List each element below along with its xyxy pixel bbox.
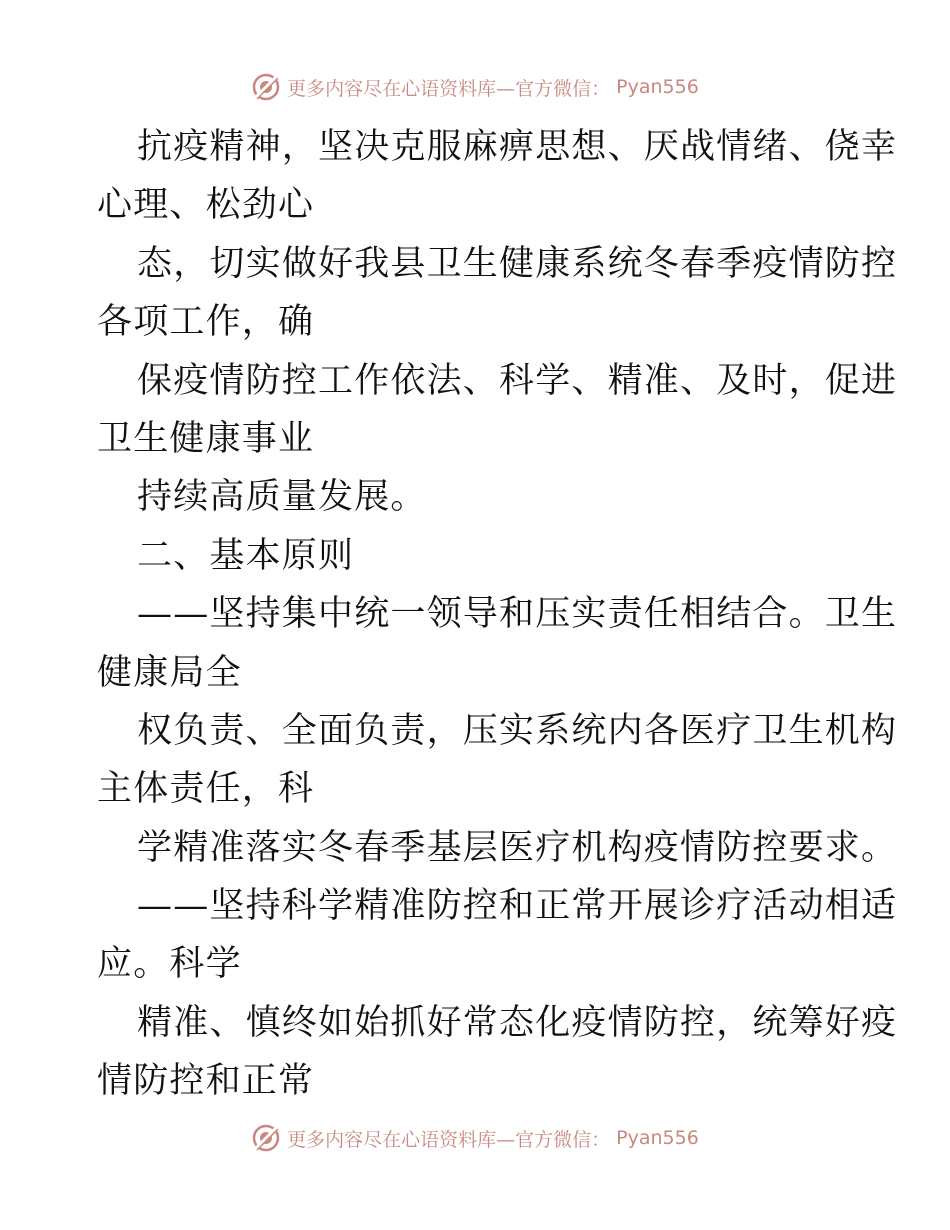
body-line: 主体责任，科: [97, 769, 315, 810]
body-line: 应。科学: [97, 944, 242, 985]
body-line: 各项工作，确: [97, 302, 315, 343]
body-line: 抗疫精神，坚决克服麻痹思想、厌战情绪、侥幸: [137, 127, 898, 167]
body-line: 保疫情防控工作依法、科学、精准、及时，促进: [137, 360, 898, 401]
watermark-code: Pyan556: [616, 1127, 699, 1149]
body-line: 学精准落实冬春季基层医疗机构疫情防控要求。: [137, 827, 898, 868]
watermark-text: 更多内容尽在心语资料库—官方微信：: [287, 1128, 611, 1151]
body-line: 心理、松劲心: [97, 185, 315, 226]
body-line: 权负责、全面负责，压实系统内各医疗卫生机构: [137, 710, 898, 751]
body-line: 精准、慎终如始抓好常态化疫情防控，统筹好疫: [137, 1002, 898, 1043]
body-line: 卫生健康事业: [97, 418, 315, 459]
body-line: 持续高质量发展。: [137, 477, 427, 518]
section-heading: 二、基本原则: [137, 535, 355, 576]
body-line: ——坚持科学精准防控和正常开展诊疗活动相适: [137, 886, 898, 927]
footer-watermark: [0, 1123, 950, 1153]
brand-logo-icon: [251, 1123, 281, 1153]
body-line: ——坚持集中统一领导和压实责任相结合。卫生: [137, 594, 898, 635]
brand-logo-icon: [251, 72, 281, 102]
body-line: 健康局全: [97, 652, 242, 693]
watermark-text: 更多内容尽在心语资料库—官方微信：: [287, 77, 611, 100]
document-body: [97, 118, 898, 1111]
watermark-code: Pyan556: [616, 76, 699, 98]
body-line: 情防控和正常: [97, 1061, 315, 1102]
header-watermark: [0, 72, 950, 102]
body-line: 态，切实做好我县卫生健康系统冬春季疫情防控: [137, 243, 898, 284]
